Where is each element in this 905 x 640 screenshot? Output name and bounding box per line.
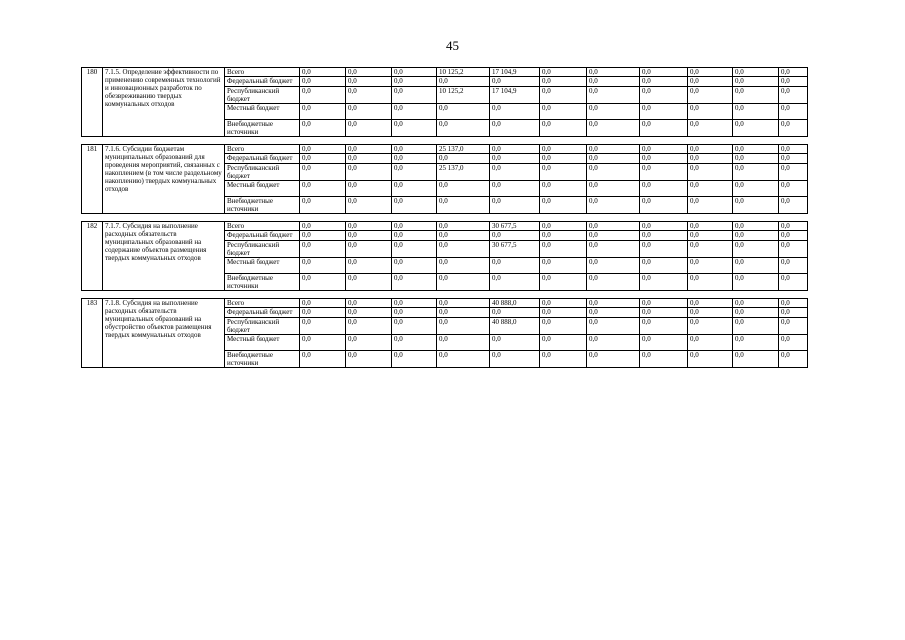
value-cell: 0,0 [346,120,392,137]
funding-source-label: Всего [225,68,300,77]
funding-source-label: Местный бюджет [225,258,300,274]
value-cell: 0,0 [640,231,688,241]
page-number: 45 [446,38,459,53]
value-cell: 17 104,9 [490,68,540,77]
value-cell: 0,0 [640,145,688,154]
value-cell: 0,0 [392,77,437,87]
value-cell: 0,0 [640,181,688,197]
value-cell: 10 125,2 [437,68,490,77]
value-cell: 0,0 [300,87,346,104]
value-cell: 0,0 [587,87,640,104]
funding-source-label: Федеральный бюджет [225,77,300,87]
value-cell: 0,0 [779,335,808,351]
value-cell: 0,0 [640,258,688,274]
value-cell: 0,0 [733,154,779,164]
value-cell: 0,0 [437,181,490,197]
value-cell: 0,0 [688,318,733,335]
value-cell: 0,0 [392,87,437,104]
value-cell: 0,0 [490,231,540,241]
value-cell: 0,0 [437,308,490,318]
table-row [82,68,808,77]
value-cell: 0,0 [733,181,779,197]
value-cell: 0,0 [490,104,540,120]
value-cell: 0,0 [437,274,490,291]
value-cell: 0,0 [779,197,808,214]
value-cell: 0,0 [587,120,640,137]
value-cell: 0,0 [540,274,587,291]
value-cell: 0,0 [640,299,688,308]
value-cell: 0,0 [392,318,437,335]
value-cell: 0,0 [779,145,808,154]
value-cell: 0,0 [490,77,540,87]
funding-source-label: Местный бюджет [225,181,300,197]
value-cell: 0,0 [779,120,808,137]
value-cell: 0,0 [540,318,587,335]
value-cell: 0,0 [640,318,688,335]
value-cell: 0,0 [688,164,733,181]
value-cell: 0,0 [733,164,779,181]
funding-source-label: Внебюджетные источники [225,274,300,291]
funding-source-label: Всего [225,145,300,154]
value-cell: 0,0 [540,222,587,231]
value-cell: 0,0 [300,104,346,120]
value-cell: 0,0 [540,308,587,318]
funding-source-label: Местный бюджет [225,104,300,120]
value-cell: 30 677,5 [490,222,540,231]
value-cell: 0,0 [300,164,346,181]
value-cell: 0,0 [346,241,392,258]
value-cell: 0,0 [437,231,490,241]
value-cell: 0,0 [346,164,392,181]
value-cell: 0,0 [587,77,640,87]
value-cell: 0,0 [640,68,688,77]
value-cell: 0,0 [392,104,437,120]
value-cell: 0,0 [688,335,733,351]
funding-source-label: Внебюджетные источники [225,351,300,368]
value-cell: 0,0 [688,222,733,231]
value-cell: 0,0 [346,274,392,291]
separator-cell [82,214,808,222]
value-cell: 0,0 [779,154,808,164]
value-cell: 0,0 [688,181,733,197]
value-cell: 0,0 [346,222,392,231]
value-cell: 0,0 [300,351,346,368]
row-number: 180 [82,68,103,137]
value-cell: 0,0 [300,197,346,214]
value-cell: 0,0 [437,104,490,120]
measure-name: 7.1.7. Субсидия на выполнение расходных обязательств муниципальных образований на содержание объектов размещения твердых коммунальных отходов [103,222,225,291]
value-cell: 0,0 [733,335,779,351]
value-cell: 0,0 [392,120,437,137]
funding-source-label: Внебюджетные источники [225,120,300,137]
value-cell: 40 888,0 [490,299,540,308]
value-cell: 0,0 [540,351,587,368]
value-cell: 0,0 [540,241,587,258]
value-cell: 0,0 [688,87,733,104]
value-cell: 0,0 [392,274,437,291]
value-cell: 25 137,0 [437,164,490,181]
value-cell: 0,0 [300,154,346,164]
value-cell: 0,0 [346,181,392,197]
value-cell: 0,0 [779,351,808,368]
value-cell: 0,0 [392,231,437,241]
value-cell: 0,0 [733,299,779,308]
value-cell: 0,0 [300,308,346,318]
value-cell: 0,0 [540,197,587,214]
value-cell: 0,0 [300,77,346,87]
value-cell: 0,0 [346,308,392,318]
value-cell: 0,0 [490,197,540,214]
funding-source-label: Местный бюджет [225,335,300,351]
value-cell: 0,0 [392,308,437,318]
row-number: 182 [82,222,103,291]
value-cell: 25 137,0 [437,145,490,154]
measure-name: 7.1.5. Определение эффективности по применению современных технологий и инновационных разработок по обезвреживанию твердых коммунальных отходов [103,68,225,137]
value-cell: 0,0 [346,104,392,120]
value-cell: 0,0 [346,299,392,308]
value-cell: 0,0 [392,164,437,181]
value-cell: 0,0 [587,258,640,274]
value-cell: 0,0 [640,104,688,120]
value-cell: 0,0 [733,68,779,77]
value-cell: 0,0 [640,87,688,104]
value-cell: 0,0 [490,120,540,137]
value-cell: 0,0 [640,77,688,87]
value-cell: 0,0 [733,222,779,231]
funding-source-label: Федеральный бюджет [225,308,300,318]
value-cell: 0,0 [346,231,392,241]
table-row [82,299,808,308]
row-separator [82,214,808,222]
value-cell: 0,0 [587,154,640,164]
value-cell: 0,0 [640,197,688,214]
value-cell: 0,0 [587,274,640,291]
value-cell: 0,0 [392,68,437,77]
value-cell: 0,0 [688,308,733,318]
value-cell: 0,0 [300,120,346,137]
measure-name: 7.1.6. Субсидии бюджетам муниципальных образований для проведения мероприятий, связанных с накоплением (в том числе раздельному накоплению) твердых коммунальных отходов [103,145,225,214]
funding-source-label: Республиканский бюджет [225,164,300,181]
funding-source-label: Федеральный бюджет [225,154,300,164]
value-cell: 0,0 [437,351,490,368]
value-cell: 0,0 [300,68,346,77]
value-cell: 0,0 [640,164,688,181]
value-cell: 0,0 [490,154,540,164]
value-cell: 0,0 [540,154,587,164]
value-cell: 0,0 [540,104,587,120]
funding-source-label: Республиканский бюджет [225,87,300,104]
value-cell: 0,0 [733,87,779,104]
value-cell: 0,0 [300,258,346,274]
value-cell: 0,0 [300,274,346,291]
funding-source-label: Всего [225,299,300,308]
value-cell: 0,0 [733,241,779,258]
value-cell: 17 104,9 [490,87,540,104]
value-cell: 0,0 [540,258,587,274]
value-cell: 0,0 [688,145,733,154]
value-cell: 0,0 [540,181,587,197]
value-cell: 0,0 [779,104,808,120]
value-cell: 0,0 [587,318,640,335]
separator-cell [82,291,808,299]
value-cell: 0,0 [779,241,808,258]
value-cell: 0,0 [779,68,808,77]
value-cell: 0,0 [392,258,437,274]
value-cell: 0,0 [392,351,437,368]
value-cell: 0,0 [587,145,640,154]
value-cell: 0,0 [490,351,540,368]
value-cell: 0,0 [779,164,808,181]
value-cell: 0,0 [346,351,392,368]
value-cell: 0,0 [779,299,808,308]
value-cell: 0,0 [733,351,779,368]
value-cell: 0,0 [779,274,808,291]
value-cell: 0,0 [437,154,490,164]
value-cell: 0,0 [392,335,437,351]
value-cell: 0,0 [587,299,640,308]
value-cell: 0,0 [640,274,688,291]
value-cell: 0,0 [779,222,808,231]
value-cell: 0,0 [346,197,392,214]
value-cell: 0,0 [490,258,540,274]
value-cell: 0,0 [300,145,346,154]
value-cell: 0,0 [300,241,346,258]
separator-cell [82,137,808,145]
value-cell: 0,0 [437,241,490,258]
value-cell: 0,0 [587,222,640,231]
value-cell: 0,0 [587,351,640,368]
value-cell: 0,0 [490,145,540,154]
value-cell: 0,0 [587,308,640,318]
value-cell: 0,0 [346,335,392,351]
value-cell: 0,0 [346,77,392,87]
funding-source-label: Республиканский бюджет [225,241,300,258]
value-cell: 0,0 [300,181,346,197]
value-cell: 0,0 [490,274,540,291]
value-cell: 0,0 [300,318,346,335]
value-cell: 0,0 [779,318,808,335]
value-cell: 0,0 [346,258,392,274]
value-cell: 0,0 [392,299,437,308]
value-cell: 0,0 [688,231,733,241]
value-cell: 0,0 [490,181,540,197]
value-cell: 0,0 [733,197,779,214]
value-cell: 0,0 [346,318,392,335]
value-cell: 0,0 [437,318,490,335]
value-cell: 0,0 [392,145,437,154]
value-cell: 0,0 [587,164,640,181]
value-cell: 0,0 [540,164,587,181]
value-cell: 0,0 [392,154,437,164]
value-cell: 0,0 [392,197,437,214]
table-row [82,222,808,231]
value-cell: 0,0 [688,197,733,214]
value-cell: 0,0 [779,308,808,318]
value-cell: 0,0 [392,241,437,258]
value-cell: 0,0 [490,164,540,181]
table-body [82,68,808,368]
value-cell: 0,0 [346,154,392,164]
value-cell: 0,0 [733,145,779,154]
value-cell: 30 677,5 [490,241,540,258]
value-cell: 0,0 [733,120,779,137]
value-cell: 0,0 [640,222,688,231]
value-cell: 0,0 [540,120,587,137]
budget-table [81,67,808,368]
value-cell: 0,0 [688,104,733,120]
value-cell: 10 125,2 [437,87,490,104]
value-cell: 0,0 [587,241,640,258]
value-cell: 0,0 [437,222,490,231]
value-cell: 0,0 [392,222,437,231]
value-cell: 0,0 [688,274,733,291]
value-cell: 0,0 [587,335,640,351]
value-cell: 0,0 [688,299,733,308]
table-row [82,145,808,154]
row-number: 181 [82,145,103,214]
value-cell: 0,0 [640,308,688,318]
value-cell: 0,0 [540,68,587,77]
value-cell: 0,0 [300,231,346,241]
value-cell: 0,0 [490,308,540,318]
funding-source-label: Федеральный бюджет [225,231,300,241]
value-cell: 0,0 [733,104,779,120]
value-cell: 0,0 [437,335,490,351]
row-number: 183 [82,299,103,368]
value-cell: 0,0 [587,197,640,214]
value-cell: 0,0 [688,154,733,164]
value-cell: 0,0 [733,308,779,318]
value-cell: 0,0 [392,181,437,197]
value-cell: 0,0 [346,145,392,154]
value-cell: 0,0 [346,68,392,77]
value-cell: 0,0 [437,77,490,87]
value-cell: 0,0 [587,104,640,120]
value-cell: 0,0 [733,274,779,291]
value-cell: 0,0 [733,77,779,87]
value-cell: 0,0 [779,258,808,274]
value-cell: 0,0 [437,197,490,214]
value-cell: 0,0 [300,335,346,351]
value-cell: 0,0 [346,87,392,104]
value-cell: 0,0 [640,241,688,258]
value-cell: 0,0 [640,120,688,137]
value-cell: 0,0 [688,258,733,274]
value-cell: 0,0 [688,241,733,258]
value-cell: 0,0 [688,68,733,77]
value-cell: 0,0 [640,351,688,368]
value-cell: 0,0 [688,120,733,137]
measure-name: 7.1.8. Субсидия на выполнение расходных обязательств муниципальных образований на обустройство объектов размещения твердых коммунальных отходов [103,299,225,368]
value-cell: 0,0 [640,335,688,351]
value-cell: 0,0 [540,87,587,104]
value-cell: 0,0 [587,68,640,77]
value-cell: 0,0 [300,299,346,308]
funding-source-label: Внебюджетные источники [225,197,300,214]
row-separator [82,291,808,299]
value-cell: 0,0 [688,77,733,87]
value-cell: 0,0 [437,258,490,274]
value-cell: 0,0 [733,231,779,241]
value-cell: 0,0 [779,77,808,87]
value-cell: 0,0 [540,145,587,154]
value-cell: 0,0 [437,299,490,308]
value-cell: 0,0 [490,335,540,351]
value-cell: 0,0 [688,351,733,368]
value-cell: 0,0 [540,77,587,87]
value-cell: 0,0 [587,181,640,197]
value-cell: 0,0 [640,154,688,164]
value-cell: 40 888,0 [490,318,540,335]
value-cell: 0,0 [779,181,808,197]
value-cell: 0,0 [300,222,346,231]
funding-source-label: Всего [225,222,300,231]
value-cell: 0,0 [733,318,779,335]
value-cell: 0,0 [437,120,490,137]
funding-source-label: Республиканский бюджет [225,318,300,335]
value-cell: 0,0 [540,335,587,351]
value-cell: 0,0 [733,258,779,274]
value-cell: 0,0 [779,231,808,241]
value-cell: 0,0 [540,299,587,308]
value-cell: 0,0 [779,87,808,104]
value-cell: 0,0 [587,231,640,241]
row-separator [82,137,808,145]
value-cell: 0,0 [540,231,587,241]
